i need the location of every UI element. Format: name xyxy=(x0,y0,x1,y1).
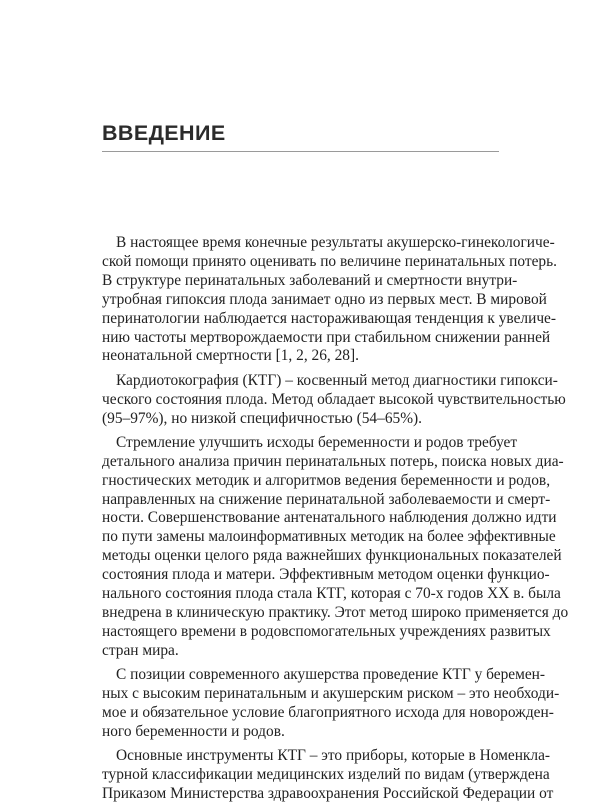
paragraph xyxy=(102,433,569,661)
text-line: ного беременности и родов. xyxy=(102,722,285,740)
text-line: ческого состояния плода. Метод обладает высокой чувствительностью xyxy=(102,390,566,408)
text-line: направленных на снижение перинатальной заболеваемости и смерт- xyxy=(102,490,551,508)
text-line: ской помощи принято оценивать по величине перинатальных потерь. xyxy=(102,252,557,270)
text-line: утробная гипоксия плода занимает одно из первых мест. В мировой xyxy=(102,290,547,308)
text-line: (95–97%), но низкой специфичностью (54–65%). xyxy=(102,409,423,427)
text-line: турной классификации медицинских изделий по видам (утверждена xyxy=(102,766,550,784)
text-line: состояния плода и матери. Эффективным методом оценки функцио- xyxy=(102,566,550,584)
page-title: ВВЕДЕНИЕ xyxy=(102,121,226,145)
text-line: методы оценки целого ряда важнейших функциональных показателей xyxy=(102,547,562,565)
text-line: ности. Совершенствование антенатального наблюдения должно идти xyxy=(102,509,557,527)
text-line: неонатальной смертности [1, 2, 26, 28]. xyxy=(102,347,359,365)
text-line: нию частоты мертворождаемости при стабильном снижении ранней xyxy=(102,328,551,346)
text-line: нального состояния плода стала КТГ, которая с 70-х годов XX в. была xyxy=(102,585,561,603)
text-line: мое и обязательное условие благоприятного исхода для новорожден- xyxy=(102,703,554,721)
text-line: Основные инструменты КТГ – это приборы, которые в Номенкла- xyxy=(116,747,551,765)
paragraph xyxy=(102,371,566,429)
text-line: по пути замены малоинформативных методик на более эффективные xyxy=(102,528,556,546)
text-line: В настоящее время конечные результаты акушерско-гинекологиче- xyxy=(116,234,555,251)
paragraph xyxy=(102,666,560,742)
text-line: ных с высоким перинатальным и акушерским риском – это необходи- xyxy=(102,685,560,703)
title-divider xyxy=(102,151,499,152)
text-line: детального анализа причин перинатальных потерь, поиска новых диа- xyxy=(102,452,564,470)
text-line: Приказом Министерства здравоохранения Российской Федерации от xyxy=(102,784,554,802)
text-line: Стремление улучшить исходы беременности и родов требует xyxy=(116,433,518,451)
text-line: В структуре перинатальных заболеваний и смертности внутри- xyxy=(102,271,518,289)
text-line: перинатологии наблюдается настораживающая тенденция к увеличе- xyxy=(102,309,557,327)
body-text xyxy=(102,234,569,809)
text-line: Кардиотокография (КТГ) – косвенный метод диагностики гипокси- xyxy=(116,371,558,389)
paragraph xyxy=(102,234,557,366)
paragraph xyxy=(102,747,554,804)
text-line: внедрена в клиническую практику. Этот метод широко применяется до xyxy=(102,604,569,621)
text-line: настоящего времени в родовспомогательных учреждениях развитых xyxy=(102,622,551,640)
text-line: стран мира. xyxy=(102,641,179,659)
text-line: С позиции современного акушерства проведение КТГ у беремен- xyxy=(116,666,546,684)
text-line: гностических методик и алгоритмов ведения беременности и родов, xyxy=(102,471,551,489)
